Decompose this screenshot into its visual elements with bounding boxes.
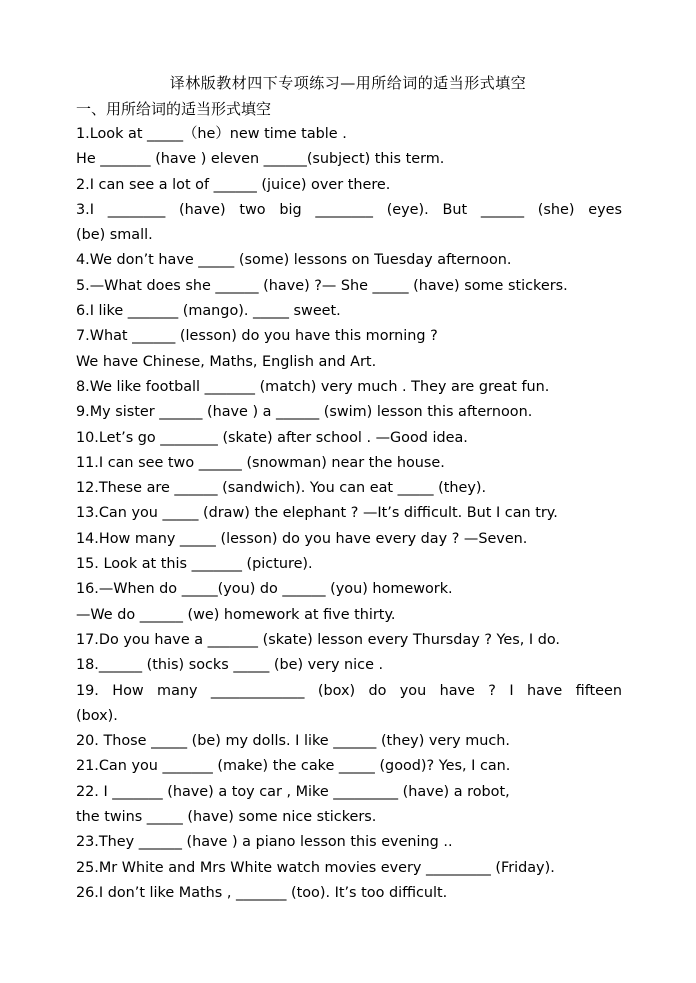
exercise-line: 12.These are ______ (sandwich). You can eat _____ (they).: [76, 480, 487, 497]
exercise-line: 9.My sister ______ (have ) a ______ (swim) lesson this afternoon.: [76, 404, 533, 421]
exercise-line: 25.Mr White and Mrs White watch movies every _________ (Friday).: [76, 859, 555, 876]
exercise-line: 26.I don’t like Maths , _______ (too). It’s too difficult.: [76, 884, 448, 901]
exercise-line: 1.Look at _____（he）new time table .: [76, 126, 347, 142]
exercise-list: [76, 122, 622, 906]
exercise-line: 21.Can you _______ (make) the cake _____ (good)? Yes, I can.: [76, 758, 511, 775]
exercise-line: 4.We don’t have _____ (some) lessons on Tuesday afternoon.: [76, 252, 512, 269]
exercise-line: 17.Do you have a _______ (skate) lesson every Thursday ? Yes, I do.: [76, 631, 561, 648]
exercise-line: 7.What ______ (lesson) do you have this morning ?: [76, 328, 438, 345]
exercise-line: 13.Can you _____ (draw) the elephant ? —It’s difficult. But I can try.: [76, 505, 558, 522]
exercise-line: 14.How many _____ (lesson) do you have every day ? —Seven.: [76, 530, 528, 547]
exercise-line: 19. How many _____________ (box) do you have ? I have fifteen: [76, 682, 622, 699]
exercise-line: 10.Let’s go ________ (skate) after school . —Good idea.: [76, 429, 468, 446]
exercise-line: 3.I ________ (have) two big ________ (eye). But ______ (she) eyes: [76, 201, 622, 218]
exercise-line: We have Chinese, Maths, English and Art.: [76, 353, 377, 370]
exercise-line: 16.—When do _____(you) do ______ (you) homework.: [76, 581, 453, 598]
exercise-line: He _______ (have ) eleven ______(subject) this term.: [76, 151, 445, 168]
exercise-line: (box).: [76, 707, 118, 724]
exercise-line: 5.—What does she ______ (have) ?— She _____ (have) some stickers.: [76, 277, 568, 294]
exercise-line: 22. I _______ (have) a toy car , Mike _________ (have) a robot,: [76, 783, 510, 800]
exercise-line: the twins _____ (have) some nice stickers.: [76, 809, 377, 826]
exercise-line: 18.______ (this) socks _____ (be) very nice .: [76, 657, 384, 674]
exercise-line: 23.They ______ (have ) a piano lesson this evening ..: [76, 834, 453, 851]
exercise-line: —We do ______ (we) homework at five thirty.: [76, 606, 396, 623]
page-title: 译林版教材四下专项练习—用所给词的适当形式填空: [169, 74, 527, 92]
section-heading: 一、用所给词的适当形式填空: [76, 100, 272, 118]
exercise-line: 8.We like football _______ (match) very much . They are great fun.: [76, 378, 550, 395]
exercise-line: 2.I can see a lot of ______ (juice) over there.: [76, 176, 391, 193]
exercise-line: 15. Look at this _______ (picture).: [76, 556, 313, 573]
exercise-line: 6.I like _______ (mango). _____ sweet.: [76, 303, 341, 320]
exercise-line: 20. Those _____ (be) my dolls. I like ______ (they) very much.: [76, 733, 511, 750]
exercise-line: (be) small.: [76, 227, 153, 244]
exercise-line: 11.I can see two ______ (snowman) near the house.: [76, 454, 445, 471]
